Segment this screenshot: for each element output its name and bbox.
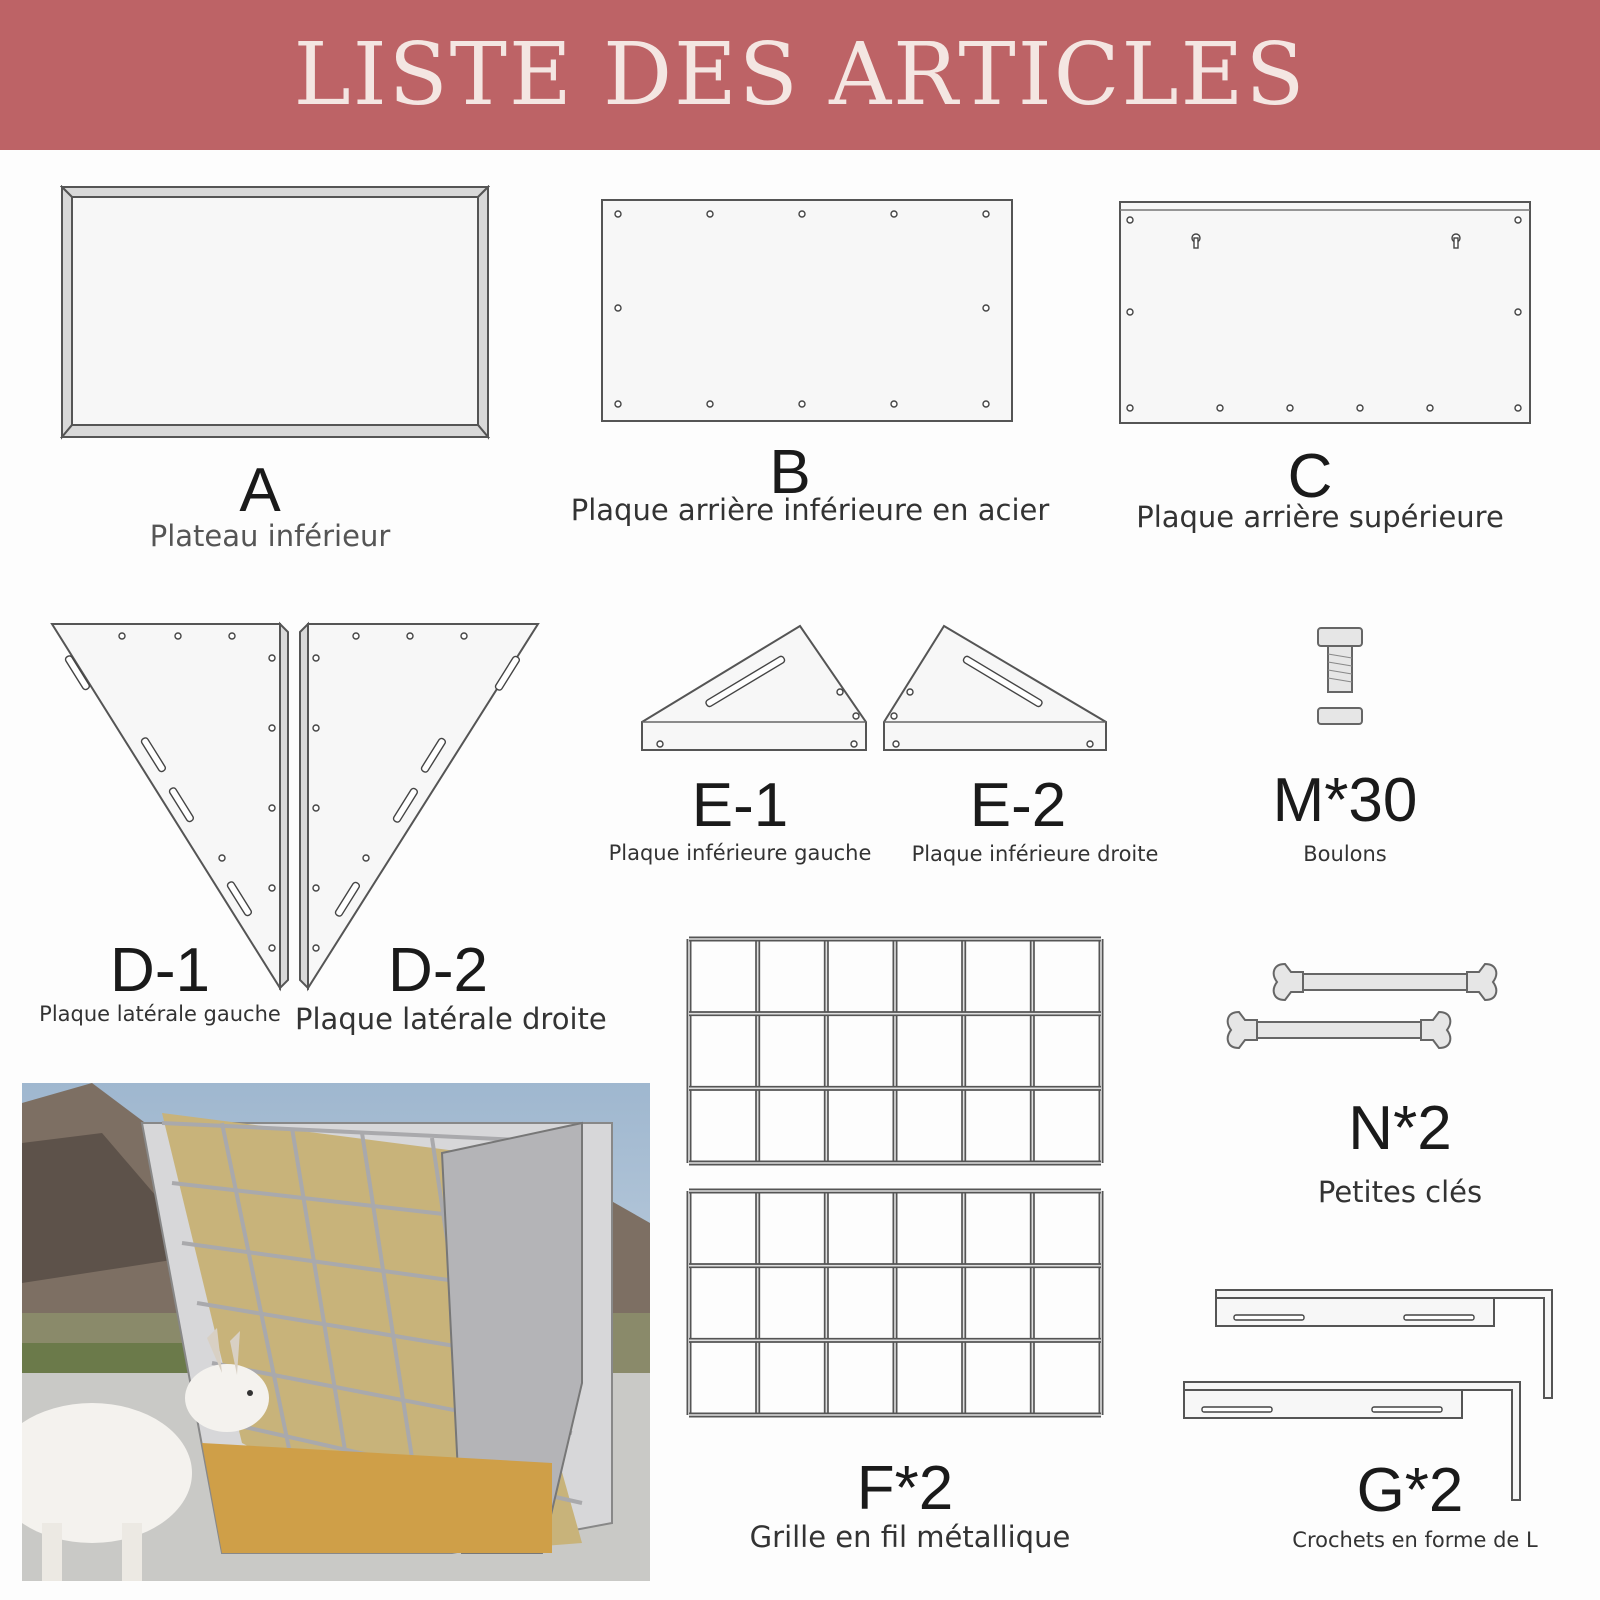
screw-hole [983,305,989,311]
part-g-name: Crochets en forme de L [1292,1528,1538,1552]
screw-hole [1515,309,1521,315]
part-d2-code: D-2 [388,936,488,1005]
screw-hole [983,211,989,217]
screw-hole [891,401,897,407]
wrench-icon [1225,958,1505,1058]
part-m-name: Boulons [1303,842,1387,866]
part-b-code: B [769,438,811,507]
screw-hole [1427,405,1433,411]
screw-hole [707,401,713,407]
part-c-illustration [1118,200,1532,425]
part-f-illustration [685,935,1115,1425]
part-m-code: M*30 [1272,766,1418,835]
part-n-name: Petites clés [1317,1175,1483,1209]
screw-hole [707,211,713,217]
part-b-illustration [600,198,1014,423]
screw-hole [1127,405,1133,411]
screw-hole [615,401,621,407]
screw-hole [799,401,805,407]
product-photo [22,1083,650,1581]
part-g-code: G*2 [1356,1456,1464,1525]
part-e-illustration [640,620,1110,760]
screw-hole [1515,405,1521,411]
screw-hole [799,211,805,217]
screw-hole [1287,405,1293,411]
part-d1-code: D-1 [110,936,210,1005]
header-banner [0,0,1600,150]
part-e2-code: E-2 [969,771,1067,840]
part-c-name: Plaque arrière supérieure [1136,500,1504,534]
part-a-illustration [60,185,490,450]
screw-hole [615,211,621,217]
screw-hole [615,305,621,311]
screw-hole [1357,405,1363,411]
part-b-name: Plaque arrière inférieure en acier [570,493,1050,527]
part-f-code: F*2 [856,1454,954,1523]
part-e1-name: Plaque inférieure gauche [608,841,872,865]
screw-hole [891,211,897,217]
screw-hole [1127,309,1133,315]
part-c-code: C [1287,442,1333,511]
part-e2-name: Plaque inférieure droite [911,842,1159,866]
screw-hole [983,401,989,407]
part-d2-name: Plaque latérale droite [295,1002,607,1036]
part-a-code: A [239,456,281,525]
part-a-name: Plateau inférieur [149,519,391,553]
screw-hole [1515,217,1521,223]
part-n-code: N*2 [1348,1094,1452,1163]
screw-hole [1217,405,1223,411]
part-d1-name: Plaque latérale gauche [39,1002,281,1026]
part-e1-code: E-1 [691,771,789,840]
page-title: LISTE DES ARTICLES [293,25,1307,125]
part-f-name: Grille en fil métallique [749,1520,1071,1554]
bolt-icon [1310,624,1370,729]
screw-hole [1127,217,1133,223]
